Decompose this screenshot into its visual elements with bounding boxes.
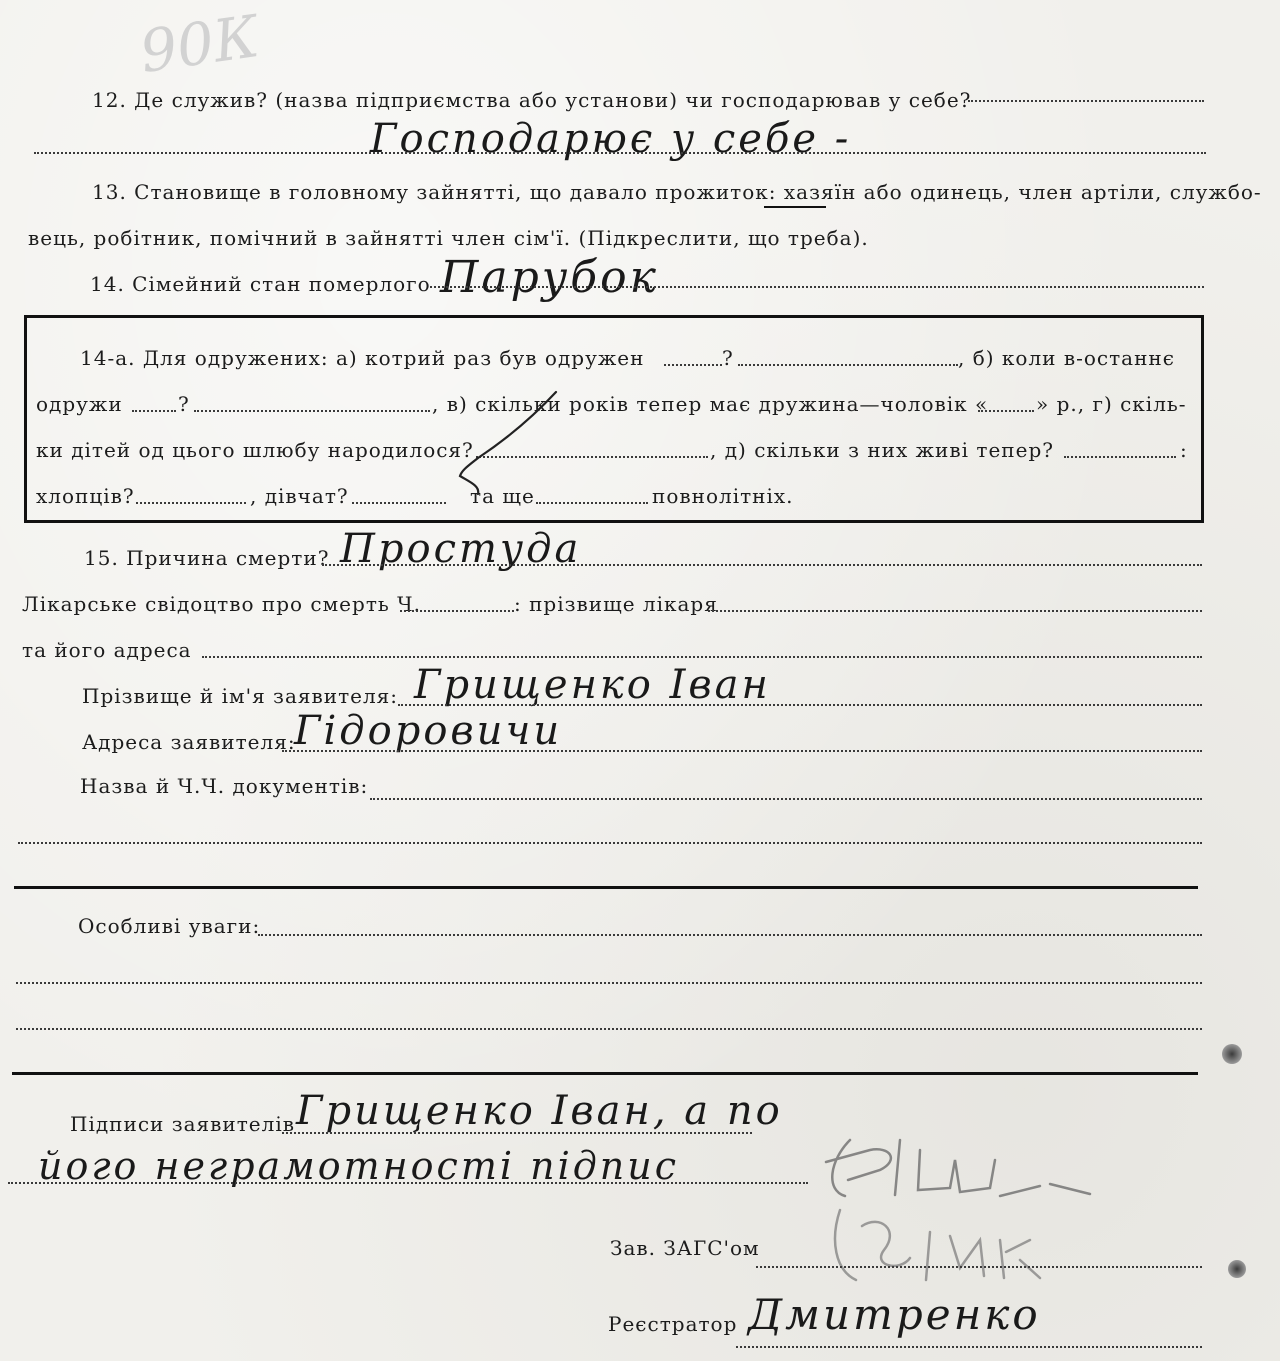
applicant-address-line [282,750,1202,752]
applicant-name-label: Прізвище й ім'я заявителя: [82,684,399,708]
q14-line [430,286,1204,288]
signatures-dots-2 [8,1182,808,1184]
q12-answer: Господарює у себе - [370,116,852,162]
doctor-cert-line [400,610,514,612]
signatures-line2: його неграмотності підпис [38,1144,680,1188]
q14a-line1-a: 14-а. Для одружених: а) котрий раз був одружен [80,346,645,370]
applicant-docs-line [370,798,1202,800]
notes-line-2 [16,982,1202,984]
q14a-line3-dots-b [1064,456,1176,458]
registrar-answer: Дмитренко [748,1290,1041,1339]
zags-line [756,1266,1202,1268]
q12-line [968,100,1204,102]
signatures-line1: Грищенко Іван, а по [296,1088,783,1134]
q14a-line2-dots-a [132,410,176,412]
q14a-line4-a: хлопців? [36,484,135,508]
notes-line-1 [258,934,1202,936]
q14a-line2-dots-b [194,410,430,412]
q14a-line2-a: одружи [36,392,123,416]
q13-underline-hazyain [764,206,826,208]
q14a-line4-dots-b [352,502,446,504]
q14a-line3-b: , д) скільки з них живі тепер? [710,438,1054,462]
q14-label: 14. Сімейний стан померлого [90,272,431,296]
q14a-line4-c: та ще [470,484,535,508]
doctor-surname-label: : прізвище лікаря [514,592,718,616]
doctor-surname-line [708,610,1202,612]
section-divider-1 [14,886,1198,889]
registrar-line [736,1346,1202,1348]
q15-line [322,564,1202,566]
q14-answer: Парубок [440,252,659,303]
doctor-address-line [202,656,1202,658]
q14a-line4-dots-c [536,502,648,504]
q14a-line3-c: : [1180,438,1188,462]
q12-label: 12. Де служив? (назва підприємства або установи) чи господарював у себе? [92,88,972,112]
doctor-cert-label: Лікарське свідоцтво про смерть Ч. [22,592,421,616]
q15-answer: Простуда [340,526,582,572]
q14a-line1-c: , б) коли в-останнє [958,346,1175,370]
applicant-docs-label: Назва й Ч.Ч. документів: [80,774,369,798]
applicant-address-answer: Гідоровичи [294,708,563,754]
q14a-line4-b: , дівчат? [250,484,349,508]
q12-answer-line [34,152,1206,154]
registrar-label: Реєстратор [608,1312,738,1336]
applicant-docs-line-2 [18,842,1202,844]
q14a-line3-dots-a [476,456,708,458]
q14a-line2-dots-c [978,410,1034,412]
q13-line1: 13. Становище в головному зайнятті, що давало прожиток: хазяїн або одинець, член артіли, службо- [92,180,1262,204]
q14a-line1-dots-a [664,364,722,366]
notes-label: Особливі уваги: [78,914,261,938]
applicant-name-line [398,704,1202,706]
doctor-address-label: та його адреса [22,638,192,662]
applicant-name-answer: Грищенко Іван [414,662,771,708]
q14a-line1-b: ? [722,346,734,370]
section-divider-2 [12,1072,1198,1075]
zags-label: Зав. ЗАГС'ом [610,1236,760,1260]
q14a-line2-d: » р., г) скіль- [1036,392,1187,416]
applicant-address-label: Адреса заявителя: [82,730,296,754]
q13-line2: вець, робітник, помічний в зайнятті член сім'ї. (Підкреслити, що треба). [28,226,869,250]
q14a-line4-d: повнолітніх. [652,484,794,508]
q15-label: 15. Причина смерти? [84,546,330,570]
q14a-line2-b: ? [178,392,190,416]
q14a-line3-a: ки дітей од цього шлюбу народилося? [36,438,474,462]
binding-hole-bottom [1228,1260,1246,1278]
corner-mark: 90К [135,2,263,86]
signatures-label: Підписи заявителів [70,1112,296,1136]
q14a-line1-dots-b [738,364,958,366]
q14a-line4-dots-a [136,502,246,504]
notes-line-3 [16,1028,1202,1030]
q14a-line2-c: , в) скільки років тепер має дружина—чоловік « [432,392,989,416]
binding-hole-top [1222,1044,1242,1064]
signatures-dots-1 [282,1132,752,1134]
